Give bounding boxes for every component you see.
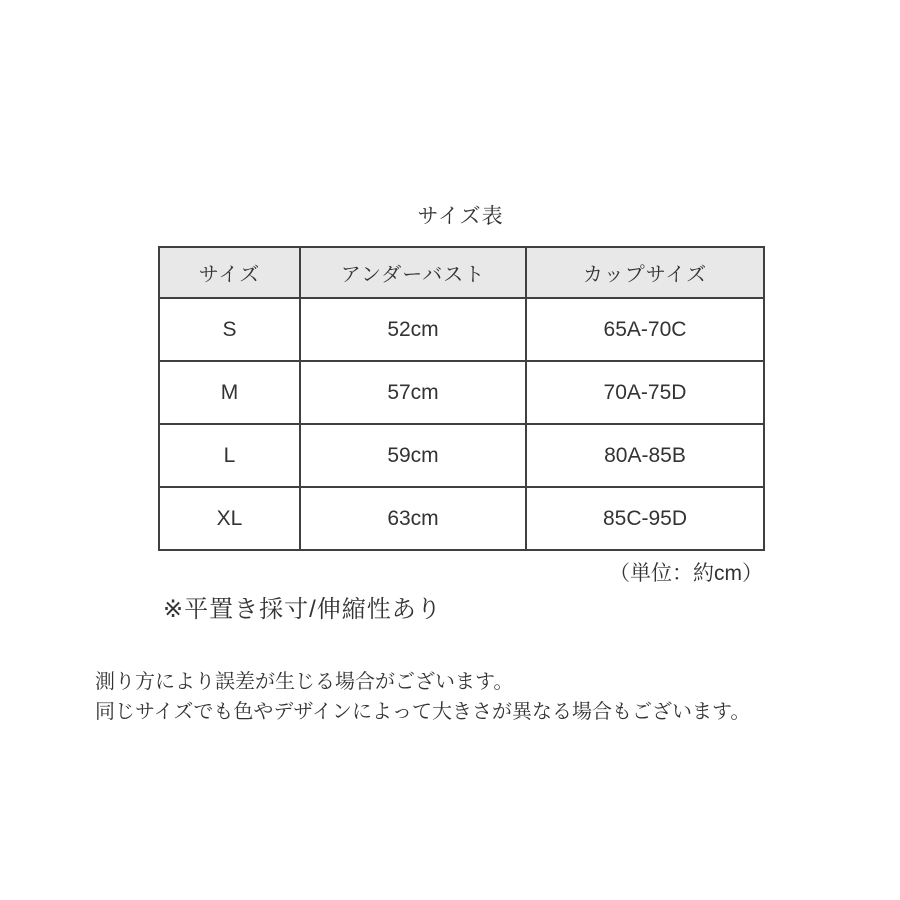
underbust-cell: 52cm bbox=[300, 298, 526, 361]
table-row bbox=[159, 298, 764, 361]
size-cell: S bbox=[159, 298, 300, 361]
underbust-cell: 63cm bbox=[300, 487, 526, 550]
cup-cell: 85C-95D bbox=[526, 487, 764, 550]
size-table-body bbox=[159, 298, 764, 550]
header-cell-cup: カップサイズ bbox=[526, 247, 764, 298]
disclaimer bbox=[95, 667, 750, 727]
page-title: サイズ表 bbox=[417, 205, 504, 228]
unit-note: （単位：約cm） bbox=[609, 562, 763, 585]
table-row bbox=[159, 487, 764, 550]
size-cell: M bbox=[159, 361, 300, 424]
table-row bbox=[159, 361, 764, 424]
cup-cell: 80A-85B bbox=[526, 424, 764, 487]
size-table bbox=[158, 246, 765, 551]
table-row bbox=[159, 424, 764, 487]
underbust-cell: 59cm bbox=[300, 424, 526, 487]
size-cell: L bbox=[159, 424, 300, 487]
disclaimer-line-2: 同じサイズでも色やデザインによって大きさが異なる場合もございます。 bbox=[95, 701, 751, 723]
underbust-cell: 57cm bbox=[300, 361, 526, 424]
header-cell-underbust: アンダーバスト bbox=[300, 247, 526, 298]
header-cell-size: サイズ bbox=[159, 247, 300, 298]
disclaimer-line-1: 測り方により誤差が生じる場合がございます。 bbox=[95, 671, 514, 693]
measurement-note: ※平置き採寸/伸縮性あり bbox=[163, 596, 442, 623]
size-cell: XL bbox=[159, 487, 300, 550]
header-row bbox=[159, 247, 764, 298]
size-table-header bbox=[159, 247, 764, 298]
cup-cell: 65A-70C bbox=[526, 298, 764, 361]
cup-cell: 70A-75D bbox=[526, 361, 764, 424]
